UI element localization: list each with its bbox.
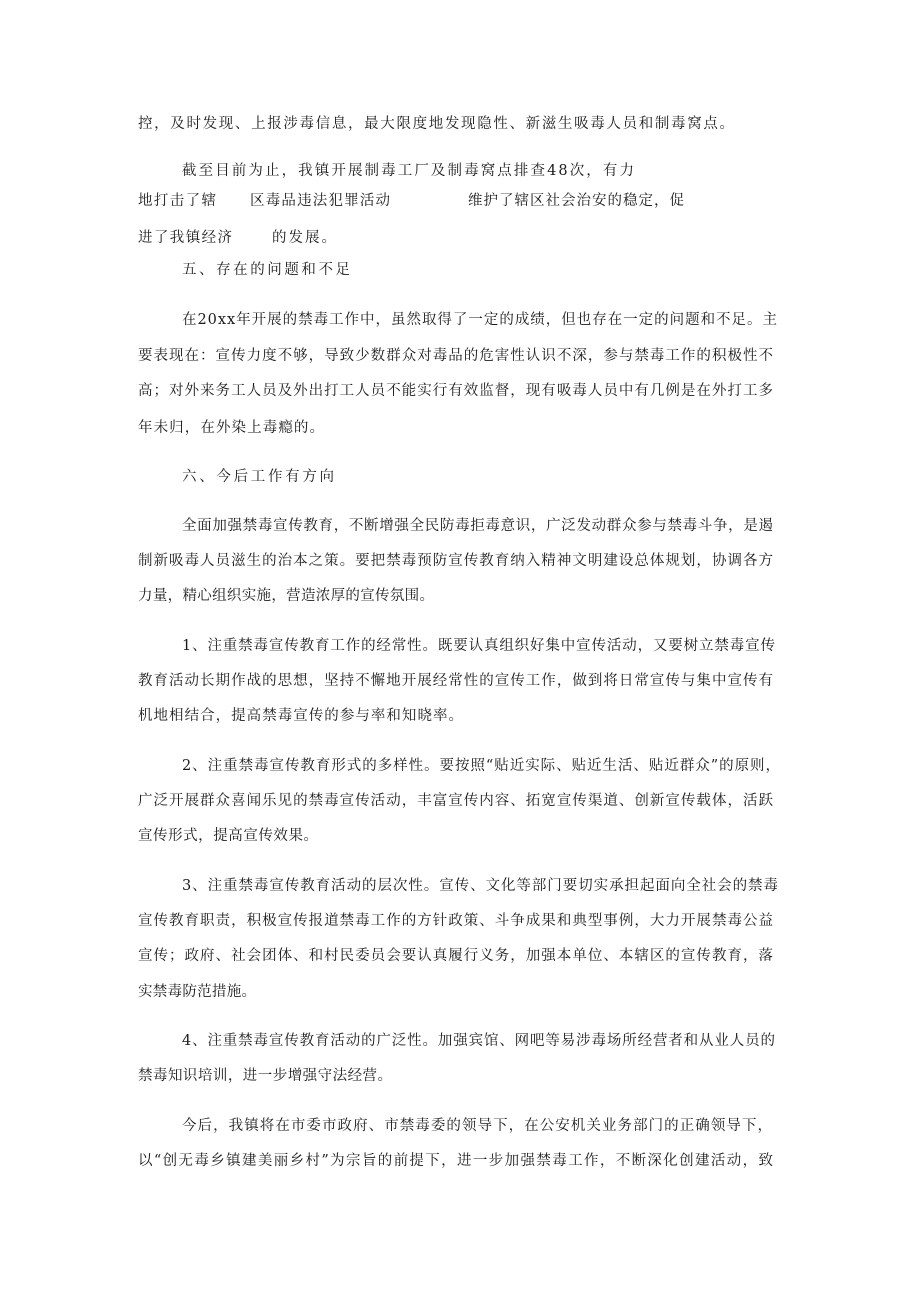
paragraph-stats-fragment: 的发展。 [272, 230, 338, 246]
paragraph-stats-fragment: 维护了辖区社会治安的稳定，促 [468, 193, 685, 209]
paragraph-stats-fragment: 进了我镇经济 [138, 230, 234, 246]
list-item-2-line: 宣传形式，提高宣传效果。 [138, 828, 319, 844]
list-item-1-line: 1、注重禁毒宣传教育工作的经常性。既要认真组织好集中宣传活动，又要树立禁毒宣传 [182, 638, 776, 654]
paragraph-direction-line: 全面加强禁毒宣传教育，不断增强全民防毒拒毒意识，广泛发动群众参与禁毒斗争，是遏 [182, 518, 774, 534]
paragraph-problems-line: 年未归，在外染上毒瘾的。 [138, 420, 326, 436]
list-item-1-line: 教育活动长期作战的思想，坚持不懈地开展经常性的宣传工作，做到将日常宣传与集中宣传有 [138, 673, 774, 689]
list-item-2-line: 广泛开展群众喜闻乐见的禁毒宣传活动，丰富宣传内容、拓宽宣传渠道、创新宣传载体，活跃 [138, 793, 774, 809]
paragraph-direction-line: 制新吸毒人员滋生的治本之策。要把禁毒预防宣传教育纳入精神文明建设总体规划，协调各方 [138, 553, 774, 569]
paragraph-direction-line: 力量，精心组织实施，营造浓厚的宣传氛围。 [138, 588, 435, 604]
paragraph-future-line: 今后，我镇将在市委市政府、市禁毒委的领导下，在公安机关业务部门的正确领导下， [182, 1118, 774, 1134]
section-heading-problems: 五、存在的问题和不足 [182, 262, 353, 278]
paragraph-intro-line: 控，及时发现、上报涉毒信息，最大限度地发现隐性、新滋生吸毒人员和制毒窝点。 [138, 116, 736, 132]
list-item-3-line: 宣传教育职责，积极宣传报道禁毒工作的方针政策、斗争成果和典型事例，大力开展禁毒公益 [138, 913, 774, 929]
list-item-4-line: 禁毒知识培训，进一步增强守法经营。 [138, 1068, 393, 1084]
paragraph-stats-fragment: 地打击了辖 [138, 193, 218, 209]
list-item-3-line: 宣传；政府、社会团体、和村民委员会要认真履行义务，加强本单位、本辖区的宣传教育，落 [138, 948, 774, 964]
paragraph-stats-line: 截至目前为止，我镇开展制毒工厂及制毒窝点排查48次，有力 [182, 163, 637, 179]
list-item-3-line: 实禁毒防范措施。 [138, 984, 257, 1000]
list-item-3-line: 3、注重禁毒宣传教育活动的层次性。宣传、文化等部门要切实承担起面向全社会的禁毒 [182, 878, 779, 894]
section-heading-direction: 六、今后工作有方向 [182, 469, 337, 485]
list-item-2-line: 2、注重禁毒宣传教育形式的多样性。要按照“贴近实际、贴近生活、贴近群众”的原则， [182, 758, 781, 774]
list-item-1-line: 机地相结合，提高禁毒宣传的参与率和知晓率。 [138, 708, 465, 724]
paragraph-future-line: 以“创无毒乡镇建美丽乡村”为宗旨的前提下，进一步加强禁毒工作，不断深化创建活动，致 [138, 1153, 775, 1169]
paragraph-problems-line: 在20xx年开展的禁毒工作中，虽然取得了一定的成绩，但也存在一定的问题和不足。主 [182, 312, 778, 328]
paragraph-problems-line: 高；对外来务工人员及外出打工人员不能实行有效监督，现有吸毒人员中有几例是在外打工多 [138, 383, 774, 399]
paragraph-stats-fragment: 区毒品违法犯罪活动 [250, 193, 392, 209]
list-item-4-line: 4、注重禁毒宣传教育活动的广泛性。加强宾馆、网吧等易涉毒场所经营者和从业人员的 [182, 1033, 776, 1049]
paragraph-problems-line: 要表现在：宣传力度不够，导致少数群众对毒品的危害性认识不深，参与禁毒工作的积极性不 [138, 348, 774, 364]
